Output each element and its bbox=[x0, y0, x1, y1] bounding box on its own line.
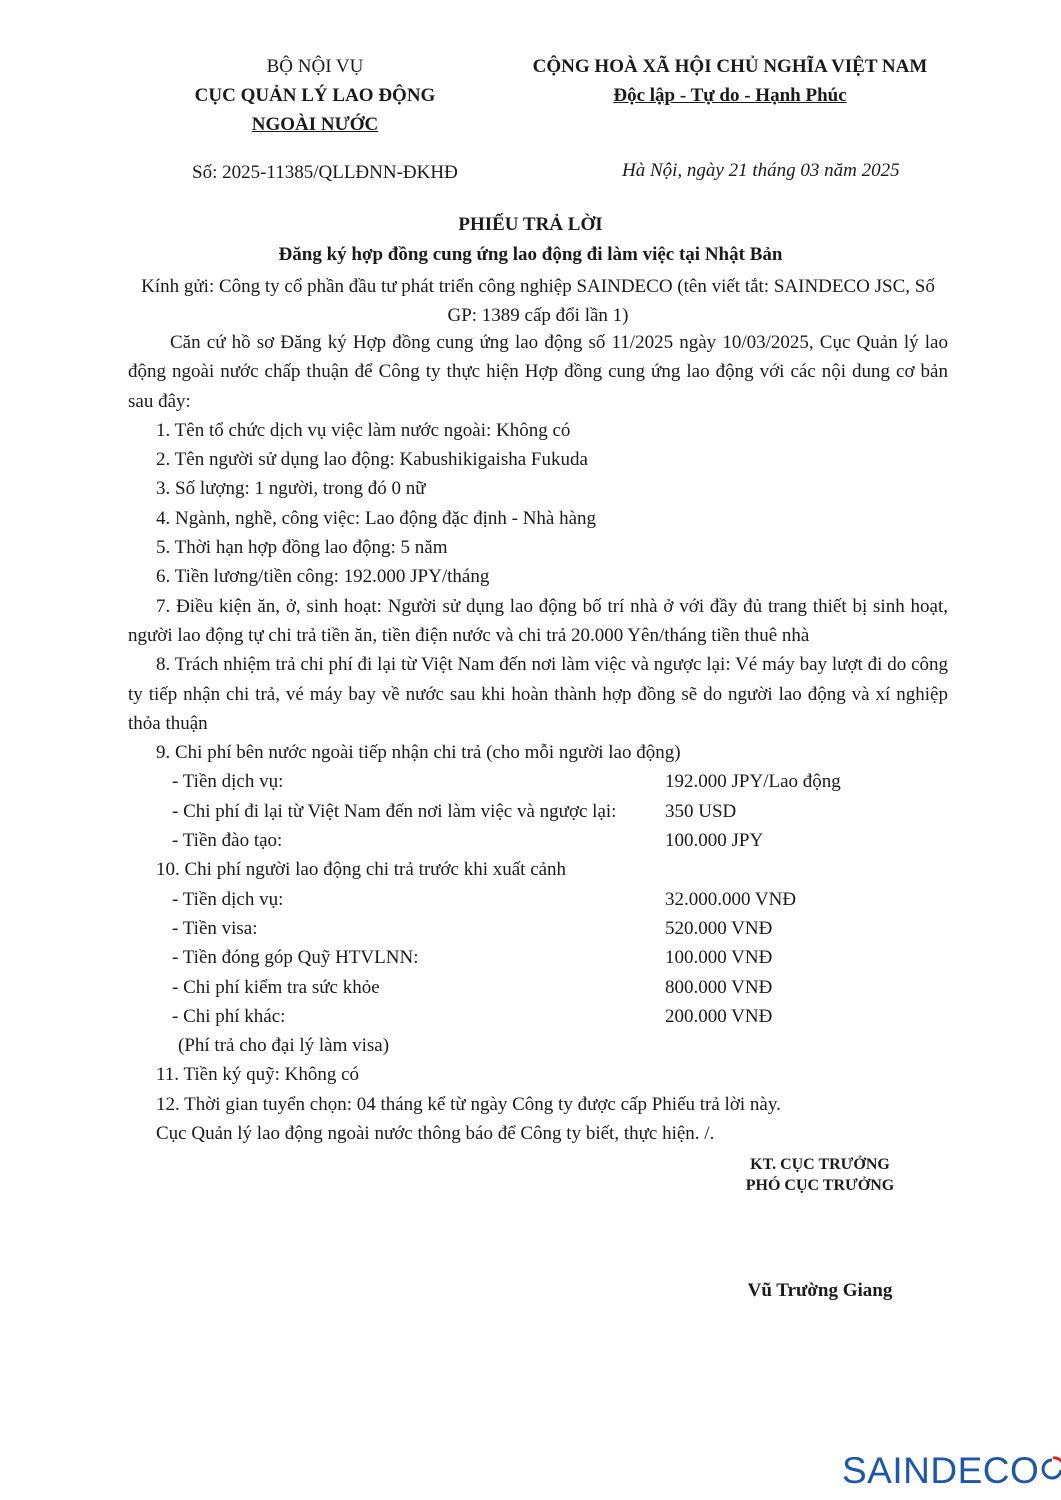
recipient-line-1: Kính gửi: Công ty cổ phần đầu tư phát triển công nghiệp SAINDECO (tên viết tắt: SAINDECO JSC, Số bbox=[141, 276, 935, 297]
logo-swoosh-icon bbox=[1039, 1456, 1061, 1486]
list-item: 10. Chi phí người lao động chi trả trước khi xuất cảnh bbox=[156, 859, 567, 881]
signatory-title-1: KT. CỤC TRƯỞNG bbox=[750, 1156, 890, 1173]
cost-label: - Tiền dịch vụ: bbox=[172, 771, 284, 793]
department-name-line2: NGOÀI NƯỚC bbox=[251, 114, 379, 135]
cost-row bbox=[128, 767, 948, 796]
reference-number: Số: 2025-11385/QLLĐNN-ĐKHĐ bbox=[192, 162, 458, 183]
cost-label: - Tiền đào tạo: bbox=[172, 830, 283, 852]
cost-value: 800.000 VNĐ bbox=[665, 976, 773, 998]
list-item: 2. Tên người sử dụng lao động: Kabushikigaisha Fukuda bbox=[156, 449, 588, 471]
list-item: 1. Tên tổ chức dịch vụ việc làm nước ngoài: Không có bbox=[156, 419, 571, 441]
cost-row bbox=[128, 826, 948, 855]
cost-row bbox=[128, 797, 948, 826]
list-item: 8. Trách nhiệm trả chi phí đi lại từ Việt Nam đến nơi làm việc và ngược lại: Vé máy bay lượt đi do công ty tiếp nhận chi trả, vé máy bay về nước sau khi hoàn thành hợp đồng sẽ do người lao động và xí nghiệp thỏa thuận bbox=[128, 654, 948, 734]
cost-label: - Tiền visa: bbox=[172, 917, 258, 939]
cost-row bbox=[128, 1002, 948, 1031]
cost-label: - Chi phí đi lại từ Việt Nam đến nơi làm việc và ngược lại: bbox=[172, 800, 617, 822]
issuing-authority bbox=[160, 52, 470, 139]
document-body bbox=[128, 328, 948, 1148]
list-item: 6. Tiền lương/tiền công: 192.000 JPY/tháng bbox=[156, 566, 490, 588]
list-item: 7. Điều kiện ăn, ở, sinh hoạt: Người sử dụng lao động bố trí nhà ở với đầy đủ trang thiết bị sinh hoạt, người lao động tự chi trả tiền ăn, tiền điện nước và chi trả 20.000 Yên/tháng tiền thuê nhà bbox=[128, 595, 948, 646]
cost-value: 520.000 VNĐ bbox=[665, 917, 773, 939]
ministry-name: BỘ NỘI VỤ bbox=[266, 56, 364, 77]
cost-row bbox=[128, 914, 948, 943]
cost-label: - Chi phí kiểm tra sức khỏe bbox=[172, 976, 380, 998]
list-item: 9. Chi phí bên nước ngoài tiếp nhận chi trả (cho mỗi người lao động) bbox=[156, 742, 681, 764]
list-item: 3. Số lượng: 1 người, trong đó 0 nữ bbox=[156, 478, 426, 500]
cost-label: - Chi phí khác: bbox=[172, 1005, 286, 1027]
recipient bbox=[128, 272, 948, 330]
cost-row bbox=[128, 943, 948, 972]
department-name-line1: CỤC QUẢN LÝ LAO ĐỘNG bbox=[194, 85, 436, 106]
closing-statement: Cục Quản lý lao động ngoài nước thông báo để Công ty biết, thực hiện. /. bbox=[156, 1123, 715, 1145]
other-cost-note: (Phí trả cho đại lý làm visa) bbox=[178, 1035, 390, 1057]
cost-label: - Tiền dịch vụ: bbox=[172, 888, 284, 910]
cost-row bbox=[128, 973, 948, 1002]
list-item: 4. Ngành, nghề, công việc: Lao động đặc định - Nhà hàng bbox=[156, 507, 597, 529]
list-item: 12. Thời gian tuyển chọn: 04 tháng kể từ ngày Công ty được cấp Phiếu trả lời này. bbox=[156, 1093, 781, 1115]
cost-value: 32.000.000 VNĐ bbox=[665, 888, 797, 910]
cost-value: 350 USD bbox=[665, 800, 737, 822]
cost-value: 100.000 JPY bbox=[665, 830, 764, 852]
issue-date: Hà Nội, ngày 21 tháng 03 năm 2025 bbox=[622, 160, 900, 181]
signature-title bbox=[700, 1154, 940, 1196]
cost-value: 100.000 VNĐ bbox=[665, 947, 773, 969]
intro-paragraph: Căn cứ hồ sơ Đăng ký Hợp đồng cung ứng lao động số 11/2025 ngày 10/03/2025, Cục Quản lý lao động ngoài nước chấp thuận để Công ty thực hiện Hợp đồng cung ứng lao động với các nội dung cơ bản sau đây: bbox=[128, 332, 948, 412]
signatory-title-2: PHÓ CỤC TRƯỞNG bbox=[745, 1177, 895, 1194]
document-title: PHIẾU TRẢ LỜI bbox=[458, 214, 603, 235]
recipient-line-2: GP: 1389 cấp đổi lần 1) bbox=[447, 305, 629, 326]
signatory-name: Vũ Trường Giang bbox=[747, 1280, 893, 1301]
cost-value: 192.000 JPY/Lao động bbox=[665, 771, 841, 793]
country-name: CỘNG HOÀ XÃ HỘI CHỦ NGHĨA VIỆT NAM bbox=[532, 56, 928, 77]
list-item: 11. Tiền ký quỹ: Không có bbox=[156, 1064, 360, 1086]
national-header bbox=[505, 52, 955, 110]
logo-text: SAINDECO bbox=[842, 1450, 1040, 1491]
cost-label: - Tiền đóng góp Quỹ HTVLNN: bbox=[172, 947, 419, 969]
cost-row bbox=[128, 885, 948, 914]
national-motto: Độc lập - Tự do - Hạnh Phúc bbox=[613, 85, 847, 106]
list-item: 5. Thời hạn hợp đồng lao động: 5 năm bbox=[156, 537, 448, 559]
document-subtitle: Đăng ký hợp đồng cung ứng lao động đi làm việc tại Nhật Bản bbox=[278, 244, 783, 265]
cost-value: 200.000 VNĐ bbox=[665, 1005, 773, 1027]
saindeco-logo bbox=[842, 1451, 1061, 1491]
